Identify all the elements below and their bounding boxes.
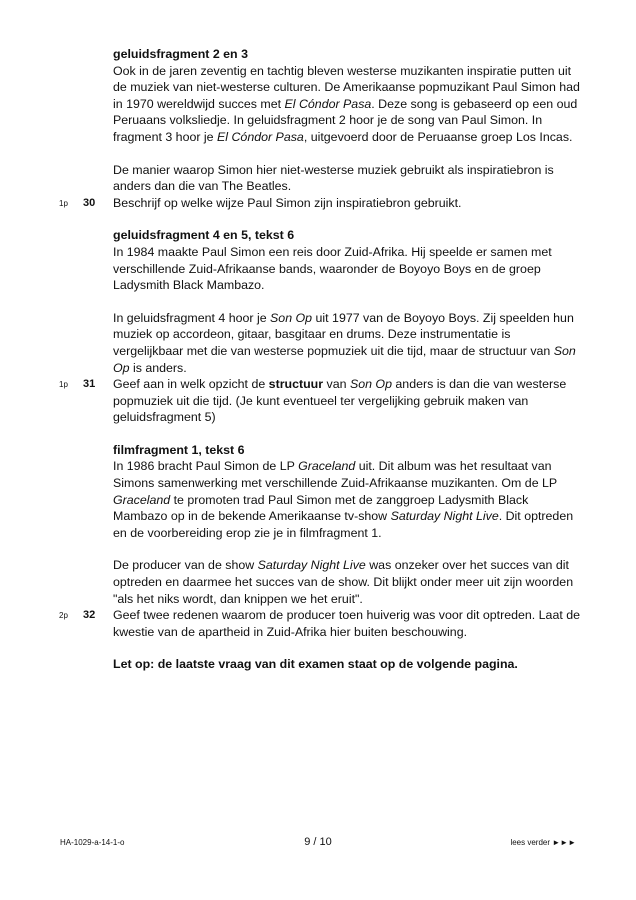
context-paragraph: De manier waarop Simon hier niet-westerse muziek gebruikt als inspiratiebron is anders dan die van The Beatles. <box>113 162 554 194</box>
exam-page-content <box>59 46 583 673</box>
section-heading: geluidsfragment 2 en 3 <box>113 47 248 61</box>
text-run: was onzeker over het succes van dit optreden en daarmee het succes van de show. Dit blijkt onder meer uit zijn woorden "als het niks wordt, dan knippen we het eruit". <box>113 558 574 606</box>
question-30-block <box>59 162 583 212</box>
text-run: , uitgevoerd door de Peruaanse groep Los Incas. <box>303 129 573 144</box>
continue-indicator: lees verder ►►► <box>510 838 576 847</box>
album-title: Graceland <box>113 492 171 507</box>
page-footer <box>0 836 636 852</box>
song-title: Son Op <box>270 310 313 325</box>
emphasis: structuur <box>268 377 324 392</box>
page-number: 9 / 10 <box>304 836 332 848</box>
question-number: 30 <box>83 196 96 209</box>
text-run: In 1986 bracht Paul Simon de LP <box>113 459 299 474</box>
question-text <box>113 377 566 424</box>
context-paragraph <box>113 557 583 607</box>
section-heading: filmfragment 1, tekst 6 <box>113 442 245 457</box>
text-run: De producer van de show <box>113 558 258 573</box>
show-title: Saturday Night Live <box>257 558 366 573</box>
album-title: Graceland <box>298 459 356 474</box>
text-run: uit. Dit album was het resultaat van Simons samenwerking met verschillende Zuid-Afrikaanse muzikanten. Om de LP <box>113 459 557 491</box>
text-run: Ook in de jaren zeventig en tachtig bleven westerse muzikanten inspiratie putten uit de muziek van niet-westerse culturen. De Amerikaanse popmuzikant Paul Simon had in 1970 wereldwijd succes met <box>113 63 580 111</box>
question-text: Beschrijf op welke wijze Paul Simon zijn inspiratiebron gebruikt. <box>113 195 462 210</box>
intro-paragraph <box>113 63 583 146</box>
text-run: van <box>323 377 350 392</box>
text-run: . Dit optreden en de voorbereiding erop zie je in filmfragment 1. <box>113 509 574 540</box>
question-31-block <box>59 310 583 426</box>
question-32 <box>59 607 583 640</box>
song-title: El Cóndor Pasa <box>217 129 304 144</box>
text-run: te promoten trad Paul Simon met de zanggroep Ladysmith Black Mambazo op in de bekende Amerikaanse tv-show <box>113 492 529 524</box>
text-run: In geluidsfragment 4 hoor je <box>113 310 271 325</box>
section-filmfragment-1 <box>113 442 583 542</box>
question-number: 31 <box>83 378 96 391</box>
song-title: El Cóndor Pasa <box>284 96 372 111</box>
song-title: Son Op <box>113 343 576 375</box>
context-paragraph <box>113 310 583 376</box>
text-run: is anders. <box>129 360 187 375</box>
section-geluidsfragment-2-3 <box>113 46 583 146</box>
text-run: anders is dan die van westerse popmuziek uit die tijd. (Je kunt eventueel ter vergelijking gebruik maken van geluidsfragment 5) <box>113 377 567 425</box>
question-32-block <box>59 557 583 640</box>
next-page-notice: Let op: de laatste vraag van dit examen staat op de volgende pagina. <box>113 657 518 672</box>
section-geluidsfragment-4-5 <box>113 227 583 293</box>
text-run: . Deze song is gebaseerd op een oud Peruaans volksliedje. In geluidsfragment 2 hoor je de song van Paul Simon. In fragment 3 hoor je <box>113 96 578 144</box>
section-heading: geluidsfragment 4 en 5, tekst 6 <box>113 228 295 243</box>
question-30 <box>59 195 583 212</box>
show-title: Saturday Night Live <box>390 509 499 524</box>
question-points: 1p <box>59 198 68 208</box>
intro-paragraph <box>113 458 583 541</box>
question-text: Geef twee redenen waarom de producer toen huiverig was voor dit optreden. Laat de kwestie van de apartheid in Zuid-Afrika hier buiten beschouwing. <box>113 608 581 639</box>
text-run: Geef aan in welk opzicht de <box>113 377 269 392</box>
question-points: 1p <box>59 380 68 390</box>
question-points: 2p <box>59 611 68 621</box>
intro-paragraph: In 1984 maakte Paul Simon een reis door Zuid-Afrika. Hij speelde er samen met verschillende Zuid-Afrikaanse bands, waaronder de Boyoyo Boys en de groep Ladysmith Black Mambazo. <box>113 244 552 293</box>
exam-code: HA-1029-a-14-1-o <box>60 838 125 847</box>
question-31 <box>59 376 583 426</box>
song-title: Son Op <box>349 377 392 392</box>
text-run: uit 1977 van de Boyoyo Boys. Zij speelden hun muziek op accordeon, gitaar, basgitaar en drums. Deze instrumentatie is vergelijkbaar met die van westerse popmuziek uit die tijd, maar de structuur van <box>113 310 574 358</box>
question-number: 32 <box>83 609 96 622</box>
